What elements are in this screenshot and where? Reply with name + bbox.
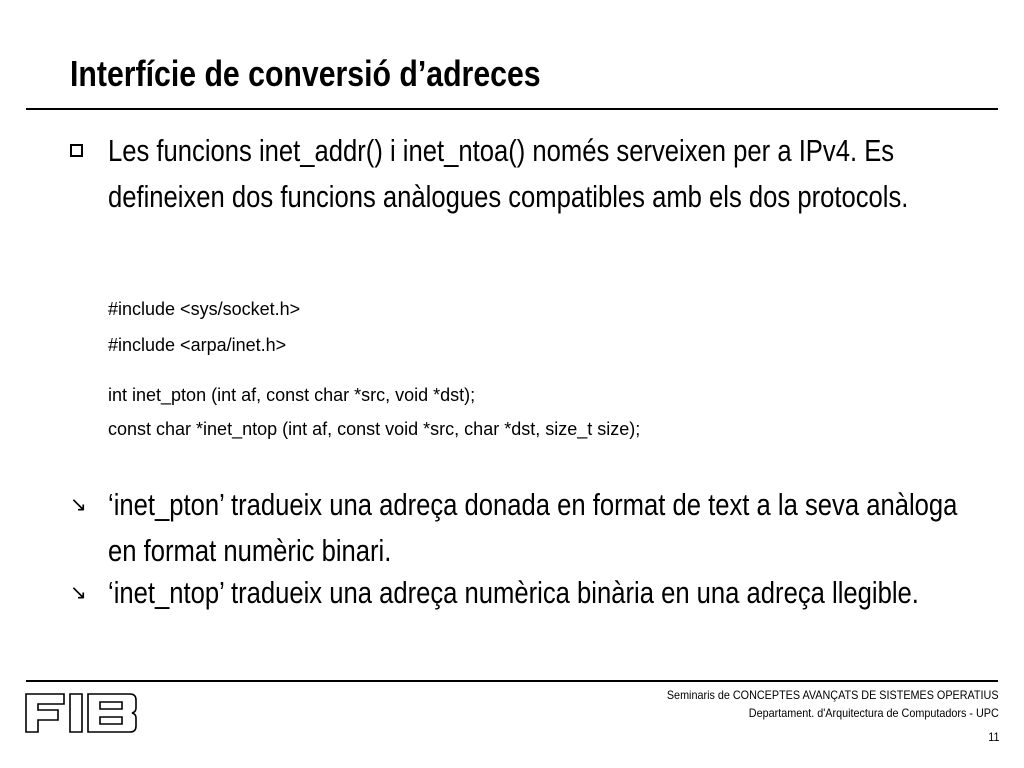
code-line-include-socket: #include <sys/socket.h> xyxy=(108,299,301,319)
bullet-inet-pton: ‘inet_pton’ tradueix una adreça donada en format de text a la seva anàloga en format numèric binari. xyxy=(108,488,958,568)
arrow-down-right-icon: ↘ xyxy=(70,492,87,516)
footer-course-name: Seminaris de CONCEPTES AVANÇATS DE SISTEMES OPERATIUS xyxy=(667,688,999,702)
footer-divider xyxy=(26,680,998,682)
bullet-inet-ntop: ‘inet_ntop’ tradueix una adreça numèrica binària en una adreça llegible. xyxy=(108,576,919,610)
page-number: 11 xyxy=(987,730,999,744)
code-line-inet-pton: int inet_pton (int af, const char *src, void *dst); xyxy=(108,385,476,405)
code-line-inet-ntop: const char *inet_ntop (int af, const void *src, char *dst, size_t size); xyxy=(108,419,641,439)
hollow-square-bullet-icon xyxy=(70,144,83,157)
arrow-down-right-icon: ↘ xyxy=(70,580,87,604)
title-divider xyxy=(26,108,998,110)
intro-paragraph: Les funcions inet_addr() i inet_ntoa() només serveixen per a IPv4. Es defineixen dos funcions anàlogues compatibles amb els dos protocols. xyxy=(108,134,909,214)
fib-logo xyxy=(24,690,140,741)
code-line-include-inet: #include <arpa/inet.h> xyxy=(108,335,287,355)
slide-title: Interfície de conversió d’adreces xyxy=(70,53,541,94)
footer-department: Departament. d'Arquitectura de Computadors - UPC xyxy=(749,706,999,720)
